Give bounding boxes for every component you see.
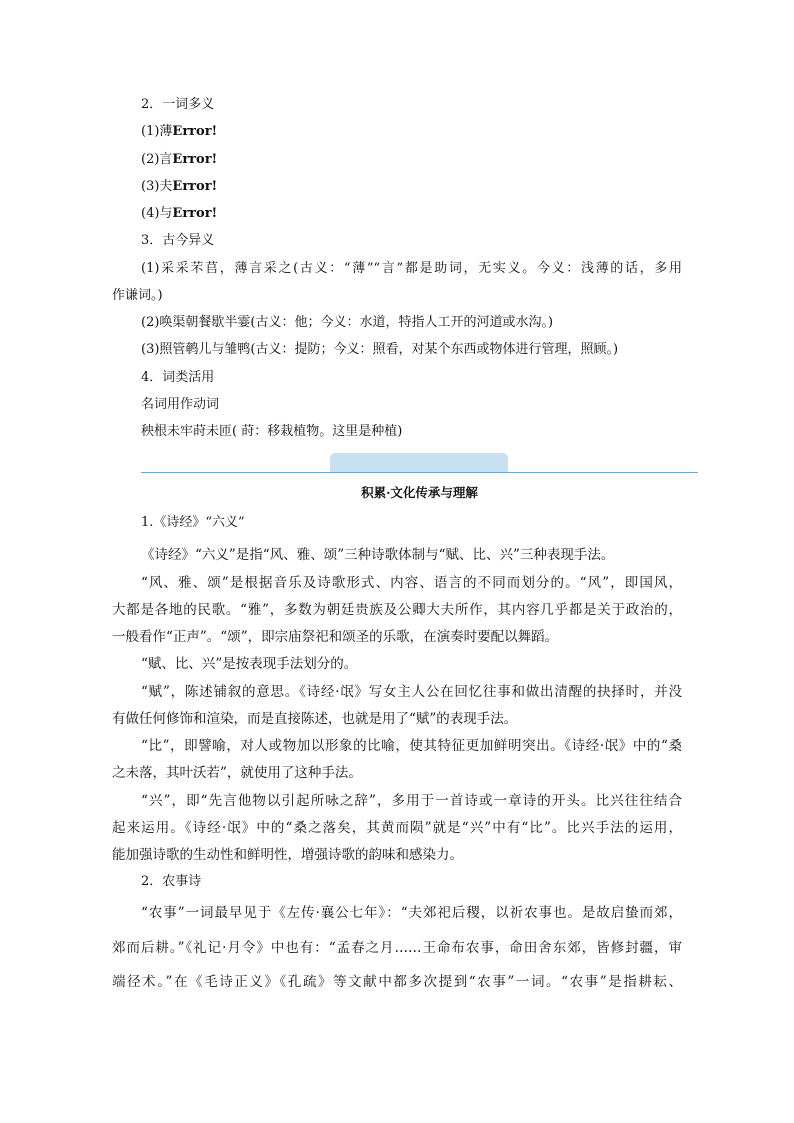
- polysemy-item: [141, 178, 217, 196]
- paragraph-fengyasong-cont: 大都是各地的民歌。“雅”，多数为朝廷贵族及公卿大夫所作，其内容几乎都是关于政治的，: [112, 602, 682, 618]
- heading-polysemy: 2．一词多义: [141, 97, 215, 112]
- section-title: 积累·文化传承与理解: [361, 485, 478, 500]
- paragraph-nongshi: “农事”一词最早见于《左传·襄公七年》：“夫郊祀后稷，以祈农事也。是故启蛰而郊，: [141, 905, 682, 921]
- paragraph-fubixing: “赋、比、兴”是按表现手法划分的。: [141, 656, 358, 672]
- paragraph-xing-cont: 能加强诗歌的生动性和鲜明性，增强诗歌的韵味和感染力。: [112, 847, 463, 863]
- paragraph-fengyasong: “风、雅、颂”是根据音乐及诗歌形式、内容、语言的不同而划分的。“风”，即国风，: [141, 575, 682, 591]
- paragraph-fu: “赋”，陈述铺叙的意思。《诗经·氓》写女主人公在回忆往事和做出清醒的抉择时，并没: [141, 684, 682, 700]
- polysemy-item: [141, 123, 217, 141]
- polysemy-word: (3)夫: [141, 179, 173, 194]
- polysemy-word: (2)言: [141, 152, 173, 167]
- polysemy-word: (4)与: [141, 206, 173, 221]
- error-marker: Error!: [172, 124, 218, 139]
- section-tab: [330, 453, 508, 472]
- error-marker: Error!: [172, 179, 218, 194]
- ancient-modern-item-2: (2)唤渠朝餐歇半霎(古义：他；今义：水道，特指人工开的河道或水沟。): [141, 315, 554, 330]
- polysemy-item: [141, 205, 217, 223]
- heading-ancient-modern: 3．古今异义: [141, 233, 215, 248]
- word-class-subheading: 名词用作动词: [141, 397, 220, 412]
- error-marker: Error!: [172, 152, 218, 167]
- ancient-modern-item-1: (1)采采芣苢，薄言采之(古义：“薄”“言”都是助词，无实义。今义：浅薄的话，多用: [141, 261, 682, 276]
- paragraph-liuyi: 《诗经》“六义”是指“风、雅、颂”三种诗歌体制与“赋、比、兴”三种表现手法。: [141, 547, 615, 563]
- error-marker: Error!: [172, 206, 218, 221]
- ancient-modern-item-1-cont: 作谦词。): [112, 288, 163, 303]
- paragraph-xing-cont: 起来运用。《诗经·氓》中的“桑之落矣，其黄而陨”就是“兴”中有“比”。比兴手法的运用，: [112, 820, 682, 836]
- paragraph-xing: “兴”，即“先言他物以引起所咏之辞”，多用于一首诗或一章诗的开头。比兴往往结合: [141, 793, 682, 809]
- ancient-modern-item-3: (3)照管鹌儿与雏鸭(古义：提防；今义：照看，对某个东西或物体进行管理，照顾。): [141, 342, 619, 357]
- section-divider: [141, 472, 698, 473]
- paragraph-bi: “比”，即譬喻，对人或物加以形象的比喻，使其特征更加鲜明突出。《诗经·氓》中的“桑: [141, 738, 682, 754]
- culture-heading-nongshi: 2．农事诗: [141, 874, 202, 889]
- paragraph-bi-cont: 之未落，其叶沃若”，就使用了这种手法。: [112, 765, 362, 781]
- polysemy-word: (1)薄: [141, 124, 173, 139]
- paragraph-nongshi-cont: 郊而后耕。”《礼记·月令》中也有：“孟春之月……王命布农事，命田舍东郊，皆修封疆，审: [112, 940, 682, 956]
- paragraph-fengyasong-cont: 一般看作“正声”。“颂”，即宗庙祭祀和颂圣的乐歌，在演奏时要配以舞蹈。: [112, 629, 559, 645]
- heading-word-class: 4．词类活用: [141, 370, 215, 385]
- word-class-example: 秧根未牢莳未匝( 莳：移栽植物。这里是种植): [141, 424, 403, 439]
- culture-heading-liuyi: 1.《诗经》“六义”: [141, 515, 245, 530]
- paragraph-fu-cont: 有做任何修饰和渲染，而是直接陈述，也就是用了“赋”的表现手法。: [112, 711, 518, 727]
- polysemy-item: [141, 151, 217, 169]
- paragraph-nongshi-cont: 端径术。”在《毛诗正义》《孔疏》等文献中都多次提到“农事”一词。“农事”是指耕耘、: [112, 974, 682, 990]
